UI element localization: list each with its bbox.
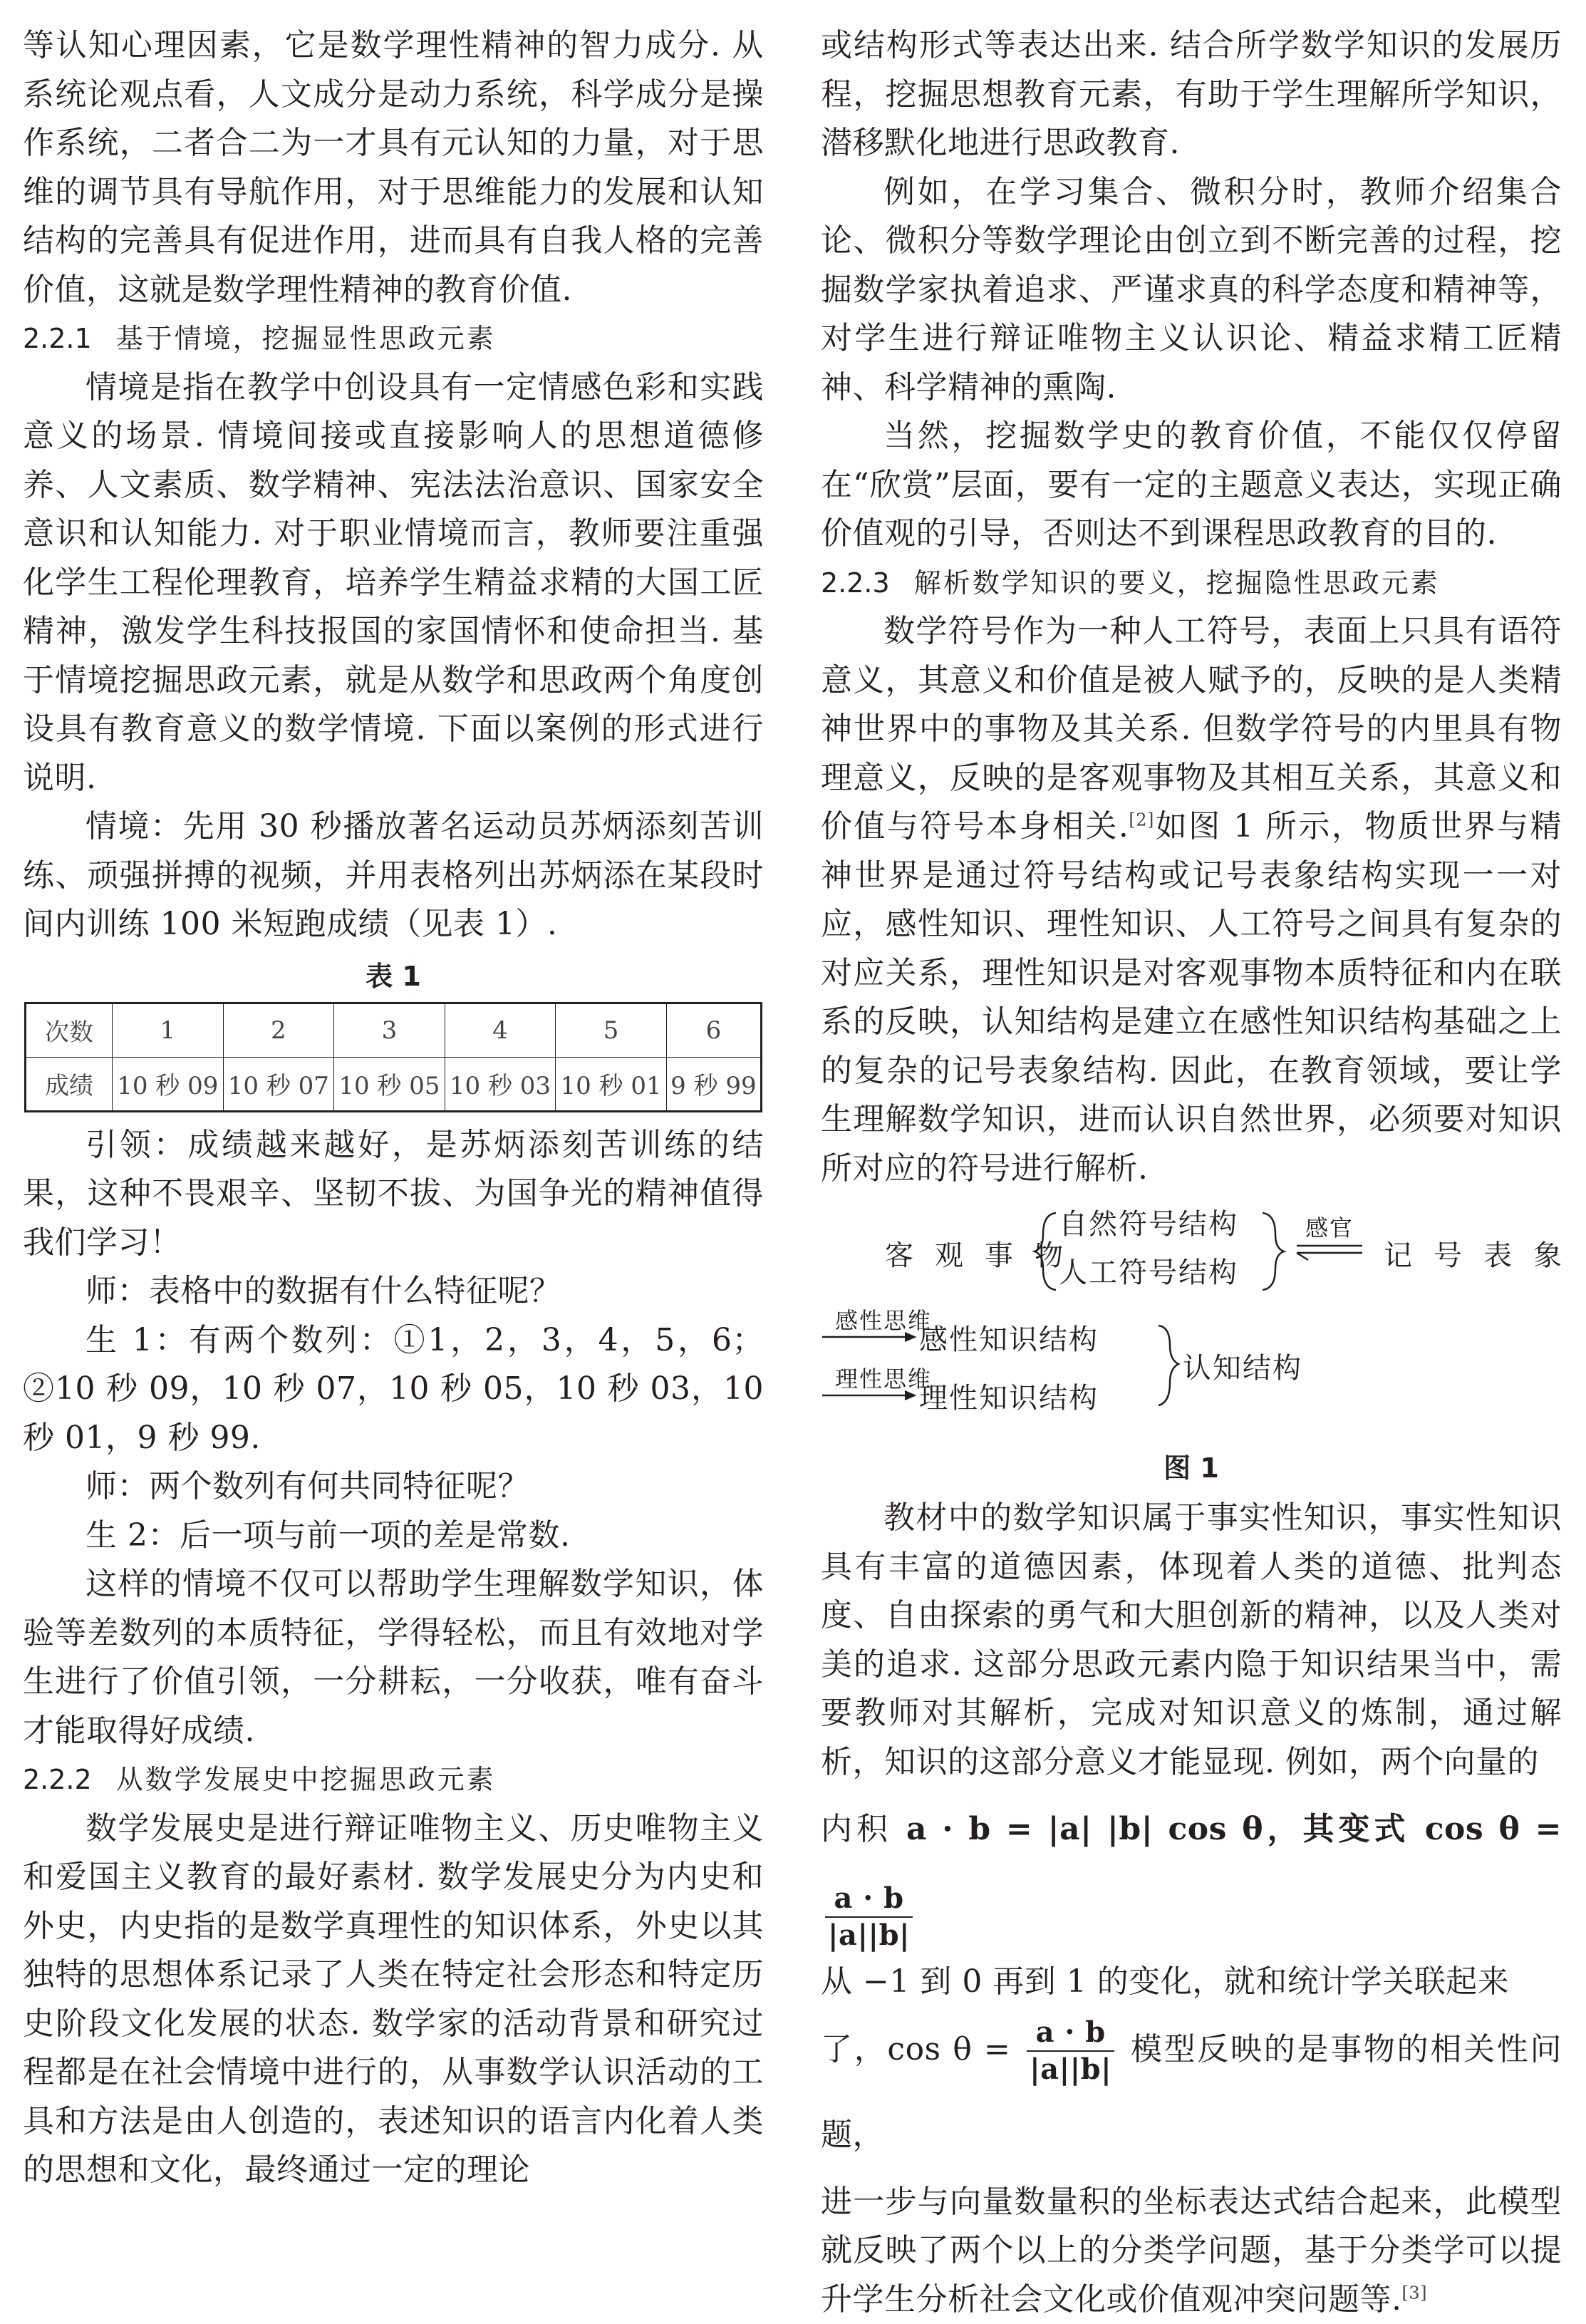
sign-image-label: 记号表象 bbox=[1384, 1233, 1583, 1274]
fraction-numerator: a · b bbox=[1027, 2015, 1114, 2052]
paragraph-text: 如图 1 所示，物质世界与精神世界是通过符号结构或记号表象结构实现一一对应，感性知识、理性知识、人工符号之间具有复杂的对应关系，理性知识是对客观事物本质特征和内在联系的反映，认知结构是建立在感性知识结构基础之上的复杂的记号表象结构. 因此，在教育领域，要让学生理解数学知识，进而认识自然世界，必须要对知识所对应的符号进行解析. bbox=[821, 808, 1562, 1187]
paragraph: 情境：先用 30 秒播放著名运动员苏炳添刻苦训练、顽强拼搏的视频，并用表格列出苏炳添在某段时间内训练 100 米短跑成绩（见表 1）. bbox=[23, 802, 764, 949]
paragraph: 或结构形式等表达出来. 结合所学数学知识的发展历程，挖掘思想教育元素，有助于学生理解所学知识，潜移默化地进行思政教育. bbox=[821, 21, 1562, 168]
fraction-denominator-text: |a||b| bbox=[828, 1918, 910, 1952]
table-cell: 3 bbox=[334, 1003, 445, 1057]
table-cell: 10 秒 07 bbox=[223, 1057, 334, 1111]
table-row bbox=[26, 1003, 762, 1057]
paragraph bbox=[821, 2178, 1562, 2324]
natural-symbol-label: 自然符号结构 bbox=[1059, 1202, 1238, 1242]
section-title: 解析数学知识的要义，挖掘隐性思政元素 bbox=[914, 567, 1440, 599]
table-cell: 次数 bbox=[26, 1003, 113, 1057]
paragraph: 当然，挖掘数学史的教育价值，不能仅仅停留在“欣赏”层面，要有一定的主题意义表达，实现正确价值观的引导，否则达不到课程思政教育的目的. bbox=[821, 412, 1562, 559]
paragraph-text: 进一步与向量数量积的坐标表达式结合起来，此模型就反映了两个以上的分类学问题，基于分类学可以提升学生分析社会文化或价值观冲突问题等. bbox=[821, 2184, 1562, 2318]
fraction-denominator bbox=[1027, 2052, 1114, 2087]
right-brace bbox=[1263, 1213, 1284, 1290]
table-cell: 4 bbox=[445, 1003, 556, 1057]
paragraph: 等认知心理因素，它是数学理性精神的智力成分. 从系统论观点看，人文成分是动力系统，科学成分是操作系统，二者合二为一才具有元认知的力量，对于思维的调节具有导航作用，对于思维能力的发展和认知结构的完善具有促进作用，进而具有自我人格的完善价值，这就是数学理性精神的教育价值. bbox=[23, 21, 764, 314]
paragraph: 情境是指在教学中创设具有一定情感色彩和实践意义的场景. 情境间接或直接影响人的思想道德修养、人文素质、数学精神、宪法法治意识、国家安全意识和认知能力. 对于职业情境而言，教师要注重强化学生工程伦理教育，培养学生精益求精的大国工匠精神，激发学生科技报国的家国情怀和使命担当. 基于情境挖掘思政元素，就是从数学和思政两个角度创设具有教育意义的数学情境. 下面以案例的形式进行说明. bbox=[23, 363, 764, 803]
fraction-denominator bbox=[825, 1918, 913, 1953]
formula-text: a · b = |a| |b| cos θ，其变式 cos θ = bbox=[906, 1811, 1562, 1847]
senses-label: 感官 bbox=[1305, 1210, 1354, 1243]
paragraph-text: 数学符号作为一种人工符号，表面上只具有语符意义，其意义和价值是被人赋予的，反映的是人类精神世界中的事物及其关系. 但数学符号的内里具有物理意义，反映的是客观事物及其相互关系，其意义和价值与符号本身相关. bbox=[821, 613, 1562, 845]
paragraph-text: 内积 bbox=[821, 1811, 892, 1847]
dialogue-line: 师：两个数列有何共同特征呢？ bbox=[23, 1462, 764, 1512]
artificial-symbol-label: 人工符号结构 bbox=[1059, 1250, 1238, 1291]
table-cell: 10 秒 09 bbox=[113, 1057, 224, 1111]
section-number: 2.2.2 bbox=[23, 1764, 92, 1795]
section-heading-2-2-3 bbox=[821, 559, 1562, 608]
table-caption: 表 1 bbox=[23, 955, 764, 998]
section-number: 2.2.3 bbox=[821, 567, 890, 599]
table-cell: 2 bbox=[223, 1003, 334, 1057]
paragraph: 教材中的数学知识属于事实性知识，事实性知识具有丰富的道德因素，体现着人类的道德、批判态度、自由探索的勇气和大胆创新的精神，以及人类对美的追求. 这部分思政元素内隐于知识结果当中，需要教师对其解析，完成对知识意义的炼制，通过解析，知识的这部分意义才能显现. 例如，两个向量的 bbox=[821, 1494, 1562, 1787]
paragraph: 从 −1 到 0 再到 1 的变化，就和统计学关联起来 bbox=[821, 1958, 1562, 2007]
dialogue-line: 生 1：有两个数列：①1，2，3，4，5，6；②10 秒 09，10 秒 07，10 秒 05，10 秒 03，10 秒 01，9 秒 99. bbox=[23, 1316, 764, 1463]
paragraph-text: 了，cos θ = bbox=[821, 2031, 1010, 2067]
table-cell: 1 bbox=[113, 1003, 224, 1057]
section-heading-2-2-1 bbox=[23, 314, 764, 363]
table-row bbox=[26, 1057, 762, 1111]
paragraph: 引领：成绩越来越好，是苏炳添刻苦训练的结果，这种不畏艰辛、坚韧不拔、为国争光的精神值得我们学习！ bbox=[23, 1121, 764, 1268]
paragraph bbox=[821, 607, 1562, 1193]
table-cell: 10 秒 05 bbox=[334, 1057, 445, 1111]
fraction-numerator: a · b bbox=[825, 1881, 913, 1918]
section-number: 2.2.1 bbox=[23, 323, 92, 354]
data-table bbox=[24, 1002, 762, 1112]
paragraph: 数学发展史是进行辩证唯物主义、历史唯物主义和爱国主义教育的最好素材. 数学发展史分为内史和外史，内史指的是数学真理性的知识体系，外史以其独特的思想体系记录了人类在特定社会形态和特定历史阶段文化发展的状态. 数学家的活动背景和研究过程都是在社会情境中进行的，从事数学认识活动的工具和方法是由人创造的，表述知识的语言内化着人类的思想和文化，最终通过一定的理论 bbox=[23, 1804, 764, 2195]
cognitive-structure-label: 认知结构 bbox=[1183, 1346, 1302, 1386]
math-line bbox=[821, 2007, 1562, 2178]
table-cell: 9 秒 99 bbox=[666, 1057, 761, 1111]
section-heading-2-2-2 bbox=[23, 1755, 764, 1804]
perceptual-thinking-label: 感性思维 bbox=[835, 1303, 932, 1336]
right-column bbox=[821, 21, 1562, 2324]
figure-caption: 图 1 bbox=[821, 1447, 1562, 1489]
dialogue-line: 生 2：后一项与前一项的差是常数. bbox=[23, 1512, 764, 1561]
arrow-head bbox=[1297, 1253, 1308, 1260]
figure-1-diagram bbox=[821, 1206, 1562, 1441]
math-line bbox=[821, 1787, 1562, 1958]
section-title: 从数学发展史中挖掘思政元素 bbox=[116, 1764, 496, 1795]
rational-thinking-label: 理性思维 bbox=[835, 1361, 932, 1394]
table-cell: 成绩 bbox=[26, 1057, 113, 1111]
citation-ref: [3] bbox=[1402, 2283, 1428, 2303]
section-title: 基于情境，挖掘显性思政元素 bbox=[116, 323, 496, 354]
table-cell: 10 秒 03 bbox=[445, 1057, 556, 1111]
formula-fraction bbox=[1027, 2015, 1114, 2087]
left-column bbox=[23, 21, 764, 2195]
perceptual-knowledge-label: 感性知识结构 bbox=[919, 1317, 1099, 1358]
table-cell: 6 bbox=[666, 1003, 761, 1057]
rational-knowledge-label: 理性知识结构 bbox=[919, 1375, 1099, 1416]
citation-ref: [2] bbox=[1129, 810, 1154, 830]
cognitive-brace bbox=[1159, 1326, 1178, 1405]
table-cell: 10 秒 01 bbox=[556, 1057, 667, 1111]
table-cell: 5 bbox=[556, 1003, 667, 1057]
objective-things-label: 客观事物 bbox=[885, 1233, 1084, 1274]
paragraph: 例如，在学习集合、微积分时，教师介绍集合论、微积分等数学理论由创立到不断完善的过程，挖掘数学家执着追求、严谨求真的科学态度和精神等，对学生进行辩证唯物主义认识论、精益求精工匠精神、科学精神的熏陶. bbox=[821, 168, 1562, 413]
paragraph: 这样的情境不仅可以帮助学生理解数学知识，体验等差数列的本质特征，学得轻松，而且有效地对学生进行了价值引领，一分耕耘，一分收获，唯有奋斗才能取得好成绩. bbox=[23, 1560, 764, 1755]
fraction-denominator-text: |a||b| bbox=[1030, 2052, 1111, 2086]
paragraph-text: 模型反映的是事物的相关性问题， bbox=[821, 2031, 1562, 2153]
dialogue-line: 师：表格中的数据有什么特征呢？ bbox=[23, 1267, 764, 1316]
formula-fraction bbox=[825, 1881, 913, 1953]
